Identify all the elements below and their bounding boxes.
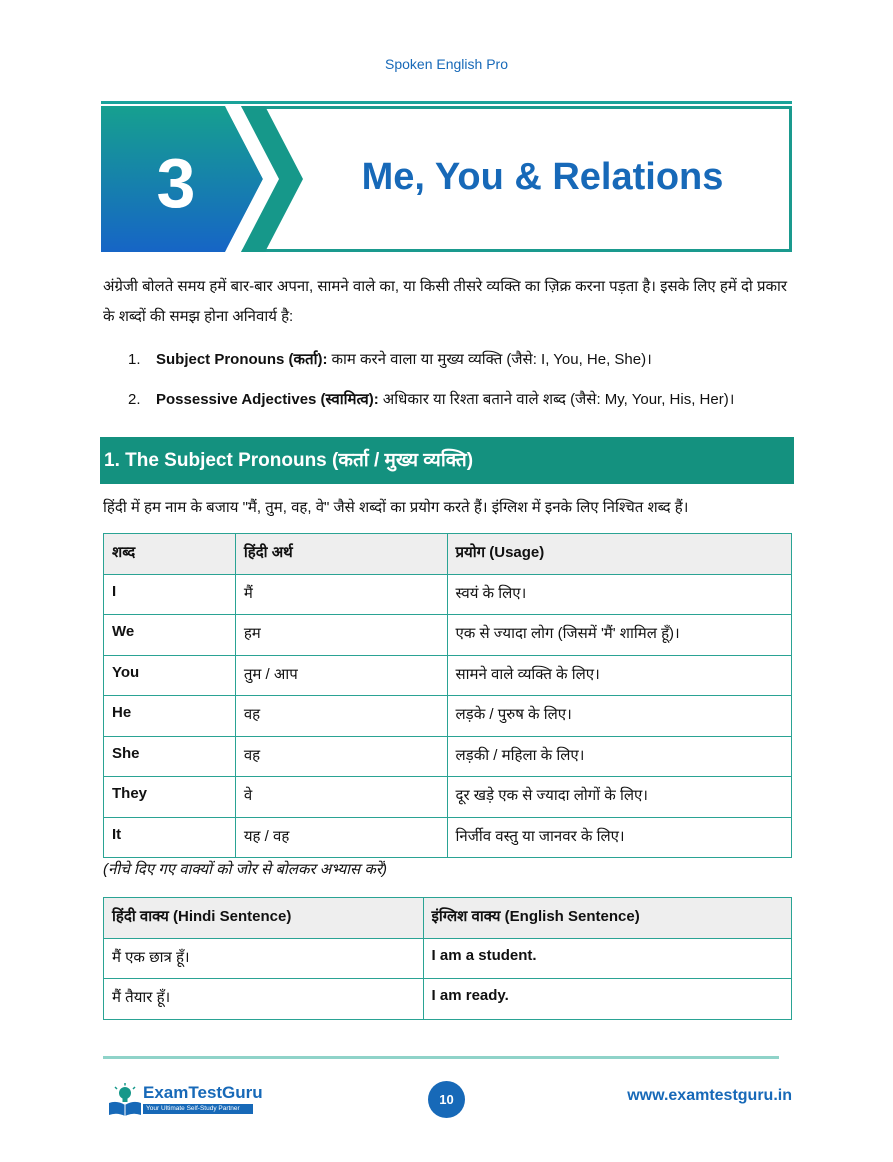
table-header-row [104, 534, 792, 575]
book-bulb-icon [107, 1083, 143, 1117]
table-cell: दूर खड़े एक से ज्यादा लोगों के लिए। [447, 777, 791, 818]
column-header: इंग्लिश वाक्य (English Sentence) [423, 898, 791, 939]
table-cell: लड़के / पुरुष के लिए। [447, 696, 791, 737]
table-cell: स्वयं के लिए। [447, 574, 791, 615]
column-header: हिंदी अर्थ [235, 534, 447, 575]
table-cell: They [104, 777, 236, 818]
table-cell: वह [235, 736, 447, 777]
table-cell: हम [235, 615, 447, 656]
table-row [104, 655, 792, 696]
table-row [104, 817, 792, 858]
table-cell: He [104, 696, 236, 737]
table-cell: We [104, 615, 236, 656]
chapter-title: Me, You & Relations [361, 156, 724, 198]
logo-wordmark: ExamTestGuru [143, 1083, 263, 1102]
table-row [104, 736, 792, 777]
table-row [104, 696, 792, 737]
table-cell: You [104, 655, 236, 696]
table-cell: एक से ज्यादा लोग (जिसमें 'मैं' शामिल हूँ)। [447, 615, 791, 656]
table-cell: मैं एक छात्र हूँ। [104, 938, 424, 979]
logo-tagline: Your Ultimate Self-Study Partner [143, 1104, 253, 1114]
list-desc: अधिकार या रिश्ता बताने वाले शब्द (जैसे: My, Your, His, Her)। [382, 391, 735, 408]
list-item [128, 346, 793, 386]
table-cell: It [104, 817, 236, 858]
table-row [104, 938, 792, 979]
practice-table [103, 897, 792, 1020]
table-cell: लड़की / महिला के लिए। [447, 736, 791, 777]
footer-divider [103, 1056, 779, 1059]
list-number: 2. [128, 391, 141, 408]
column-header: प्रयोग (Usage) [447, 534, 791, 575]
table-cell: वे [235, 777, 447, 818]
intro-paragraph: अंग्रेजी बोलते समय हमें बार-बार अपना, सामने वाले का, या किसी तीसरे व्यक्ति का ज़िक्र करना पड़ता है। इसके लिए हमें दो प्रकार के शब्दों की समझ होना अनिवार्य है: [103, 278, 788, 325]
table-row [104, 574, 792, 615]
practice-note: (नीचे दिए गए वाक्यों को जोर से बोलकर अभ्यास करें) [103, 861, 388, 878]
table-header-row [104, 898, 792, 939]
section-intro: हिंदी में हम नाम के बजाय "मैं, तुम, वह, वे" जैसे शब्दों का प्रयोग करते हैं। इंग्लिश में इनके लिए निश्चित शब्द हैं। [103, 499, 689, 516]
list-term: Possessive Adjectives (स्वामित्व): [156, 391, 379, 408]
column-header: हिंदी वाक्य (Hindi Sentence) [104, 898, 424, 939]
table-row [104, 777, 792, 818]
list-number: 1. [128, 351, 141, 368]
table-cell: I am a student. [423, 938, 791, 979]
pronoun-type-list [128, 346, 793, 426]
column-header: शब्द [104, 534, 236, 575]
table-cell: यह / वह [235, 817, 447, 858]
table-cell: I [104, 574, 236, 615]
table-cell: वह [235, 696, 447, 737]
table-cell: She [104, 736, 236, 777]
table-cell: I am ready. [423, 979, 791, 1020]
section-heading: 1. The Subject Pronouns (कर्ता / मुख्य व्यक्ति) [100, 437, 794, 484]
pronoun-table [103, 533, 792, 858]
header-divider [101, 101, 792, 104]
list-item [128, 386, 793, 426]
running-header: Spoken English Pro [385, 56, 508, 72]
website-link[interactable]: www.examtestguru.in [627, 1087, 792, 1104]
table-cell: निर्जीव वस्तु या जानवर के लिए। [447, 817, 791, 858]
table-cell: सामने वाले व्यक्ति के लिए। [447, 655, 791, 696]
table-row [104, 615, 792, 656]
list-term: Subject Pronouns (कर्ता): [156, 351, 328, 368]
table-row [104, 979, 792, 1020]
table-cell: मैं तैयार हूँ। [104, 979, 424, 1020]
table-cell: तुम / आप [235, 655, 447, 696]
table-cell: मैं [235, 574, 447, 615]
chapter-number: 3 [156, 144, 196, 222]
page-number: 10 [428, 1081, 465, 1118]
list-desc: काम करने वाला या मुख्य व्यक्ति (जैसे: I, You, He, She)। [331, 351, 652, 368]
